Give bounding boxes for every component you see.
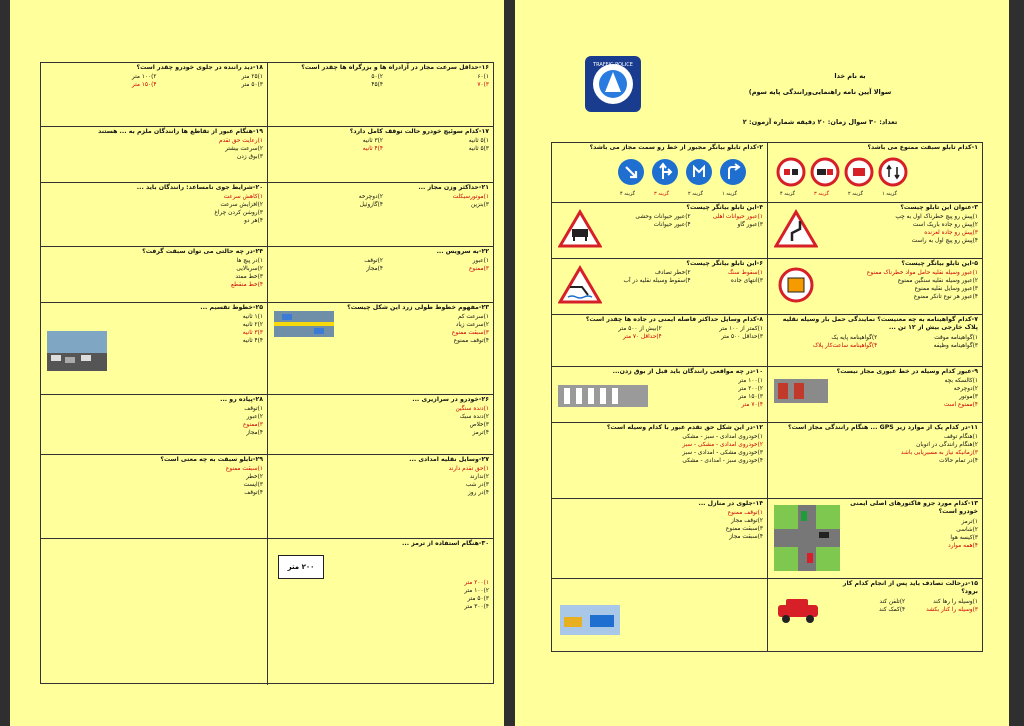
table-row bbox=[552, 499, 982, 579]
option[interactable]: ۲)هنگام رانندگی در اتوبان bbox=[916, 442, 978, 449]
option-correct[interactable]: ۱)عبور حیوانات اهلی bbox=[712, 214, 763, 221]
option[interactable]: ۴)۳۰۰ متر bbox=[464, 604, 489, 611]
option[interactable]: ۲)دنده سبک bbox=[459, 414, 489, 421]
q26-options bbox=[268, 405, 493, 437]
turn-right-icon bbox=[718, 157, 748, 187]
option-correct[interactable]: ۳)ممنوع bbox=[242, 422, 263, 429]
option[interactable]: ۳)روشن کردن چراغ bbox=[214, 210, 263, 217]
question-12 bbox=[552, 423, 767, 498]
option-correct[interactable]: ۳)ممنوع bbox=[468, 266, 489, 273]
table-row bbox=[552, 367, 982, 423]
no-two-way-icon bbox=[878, 157, 908, 187]
q16-options bbox=[268, 73, 493, 89]
traffic-police-logo bbox=[581, 52, 645, 116]
q5-options bbox=[828, 269, 982, 301]
option-correct[interactable]: ۱)کاهش سرعت bbox=[223, 194, 263, 201]
option[interactable]: ۲)عبور حیوانات وحشی bbox=[635, 214, 691, 221]
question-text: ۱۹-هنگام عبور از تقاطع ها رانندگان ملزم به ... هستند bbox=[98, 128, 263, 135]
option[interactable]: ۱)ترمز bbox=[961, 518, 978, 525]
crashed-car-image bbox=[774, 593, 822, 625]
option[interactable]: ۴)۴ ثانیه bbox=[242, 338, 263, 345]
option[interactable]: ۱)۵ ثانیه bbox=[468, 138, 489, 145]
option[interactable]: ۲)بیش از ۵۰۰ متر bbox=[618, 326, 662, 333]
question-text: ۷-کدام گواهینامه به چه معنیست؟ نمایندگی حمل بار وسیله نقلیه پلاک خارجی بیش از ۱۲ تن ... bbox=[782, 316, 978, 332]
double-bend-sign-icon bbox=[774, 209, 818, 249]
option[interactable]: ۲)خطر bbox=[246, 474, 263, 481]
option[interactable]: ۲)سرعت زیاد bbox=[455, 322, 489, 329]
option[interactable]: ۳)گواهینامه وظیفه bbox=[933, 342, 978, 349]
table-row bbox=[41, 303, 493, 395]
question-15 bbox=[767, 579, 982, 651]
option[interactable]: ۱)۱۰۰ متر bbox=[738, 378, 763, 385]
q8-options bbox=[552, 325, 767, 341]
option[interactable]: ۱)عبور bbox=[472, 258, 489, 265]
option[interactable]: ۲)۱۰۰ متر bbox=[131, 74, 157, 81]
option-correct[interactable]: ۴)۷۰ متر bbox=[741, 402, 763, 409]
option[interactable]: ۱)در پیچ ها bbox=[236, 258, 263, 265]
q3-options bbox=[828, 213, 982, 245]
q22-options bbox=[268, 257, 493, 273]
option-correct[interactable]: ۴)ممنوع است bbox=[943, 402, 978, 409]
question-14 bbox=[552, 499, 767, 578]
option[interactable]: ۲)ندارند bbox=[469, 474, 489, 481]
option[interactable]: ۴)گازوئیل bbox=[359, 202, 383, 209]
svg-text:TRAFFIC POLICE: TRAFFIC POLICE bbox=[593, 62, 633, 68]
q2-signs bbox=[616, 157, 748, 187]
question-text: ۱۶-حداقل سرعت مجاز در آزادراه ها و بزرگراه ها چقدر است؟ bbox=[301, 64, 489, 71]
question-16 bbox=[267, 63, 493, 126]
question-1 bbox=[767, 143, 982, 202]
question-text: ۱۸-دید راننده در جلوی خودرو چقدر است؟ bbox=[136, 64, 263, 71]
page-subtitle: سوالا آیین نامه راهنمایی‌ورانندگی پایه سوم) bbox=[748, 88, 892, 96]
option-correct[interactable]: ۳)۷۰ bbox=[477, 82, 489, 89]
road-lane-image bbox=[774, 379, 828, 403]
question-text: ۲۸-پیاده رو ... bbox=[220, 396, 263, 403]
option[interactable]: ۴)عبور هر نوع تانکر ممنوع bbox=[913, 294, 978, 301]
option[interactable]: ۱)۶۰ bbox=[477, 74, 489, 81]
question-21 bbox=[267, 183, 493, 246]
option[interactable]: ۲)سرعت بیشتر bbox=[225, 146, 263, 153]
q2-label-2: گزینه ۲ bbox=[688, 191, 703, 197]
q1-label-2: گزینه ۲ bbox=[848, 191, 863, 197]
option[interactable]: ۲)توقف bbox=[364, 258, 383, 265]
option[interactable]: ۱)توقف bbox=[244, 406, 263, 413]
option[interactable]: ۳)خودروی مشکی - امدادی - سبز bbox=[682, 450, 763, 457]
no-overtaking-sign-icon bbox=[776, 157, 806, 187]
option[interactable]: ۳)حداقل ۵۰۰ متر bbox=[721, 334, 763, 341]
option[interactable]: ۳)بوق زدن bbox=[237, 154, 263, 161]
q1-label-4: گزینه ۴ bbox=[780, 191, 795, 197]
option[interactable]: ۴)سبقت مجاز bbox=[729, 534, 763, 541]
question-text: ۹-عبور کدام وسیله در خط عبوری مجاز نیست؟ bbox=[836, 368, 978, 375]
option[interactable]: ۴)مجاز bbox=[246, 430, 263, 437]
question-18 bbox=[41, 63, 267, 126]
q20-options bbox=[41, 193, 267, 225]
question-text: ۲۵-خطوط تقسیم ... bbox=[200, 304, 263, 311]
table-row bbox=[552, 203, 982, 259]
option[interactable]: ۲)سربالایی bbox=[236, 266, 263, 273]
question-text: ۶-این تابلو بیانگر چیست؟ bbox=[686, 260, 763, 267]
option-correct[interactable]: ۱)سبقت ممنوع bbox=[225, 466, 263, 473]
table-row bbox=[552, 315, 982, 367]
option-correct[interactable]: ۴)۴ ثانیه bbox=[362, 146, 383, 153]
table-row bbox=[41, 183, 493, 247]
q6-options bbox=[612, 269, 767, 285]
question-text: ۲۴-در چه حالتی می توان سبقت گرفت؟ bbox=[142, 248, 263, 255]
question-2 bbox=[552, 143, 767, 202]
option[interactable]: ۴)پیش رو پیچ اول به راست bbox=[911, 238, 978, 245]
option[interactable]: ۲)گواهینامه پایه یک bbox=[831, 334, 878, 341]
question-17 bbox=[267, 127, 493, 182]
question-text: ۲۱-حداکثر وزن مجاز ... bbox=[418, 184, 489, 191]
question-26 bbox=[267, 395, 493, 454]
option[interactable]: ۱)هنگام توقف bbox=[944, 434, 978, 441]
option-correct[interactable]: ۳)پیش رو جاده لغزنده bbox=[924, 230, 978, 237]
question-30 bbox=[267, 539, 493, 685]
question-27 bbox=[267, 455, 493, 538]
option[interactable]: ۱)کمتر از ۱۰۰ متر bbox=[719, 326, 763, 333]
question-text: ۱۴-جلوی در منازل ... bbox=[698, 500, 763, 507]
table-row bbox=[552, 423, 982, 499]
option[interactable]: ۳)عبور وسایل نقلیه ممنوع bbox=[914, 286, 978, 293]
question-13 bbox=[767, 499, 982, 578]
option[interactable]: ۳)کیسه هوا bbox=[950, 534, 978, 541]
option[interactable]: ۲)۲۰۰ متر bbox=[738, 386, 763, 393]
option[interactable]: ۱)پیش رو پیچ خطرناک اول به چپ bbox=[895, 214, 978, 221]
option[interactable]: ۴)در تمام حالات bbox=[939, 458, 978, 465]
yellow-lines-diagram bbox=[274, 311, 334, 337]
option[interactable]: ۲)توقف مجاز bbox=[730, 518, 763, 525]
lane-choice-icon bbox=[684, 157, 714, 187]
table-row bbox=[41, 539, 493, 685]
option-correct[interactable]: ۳)۳ ثانیه bbox=[242, 330, 263, 337]
q29-options bbox=[41, 465, 267, 497]
option[interactable]: ۱)۱ ثانیه bbox=[242, 314, 263, 321]
table-row bbox=[41, 455, 493, 539]
option[interactable]: ۳)سبقت ممنوع bbox=[725, 526, 763, 533]
question-10 bbox=[552, 367, 767, 422]
animal-crossing-sign-icon bbox=[558, 209, 602, 249]
table-row bbox=[41, 247, 493, 303]
question-text: ۱۰-در چه مواقعی رانندگان باید قبل از بوق زدن... bbox=[612, 368, 763, 375]
option[interactable]: ۳)موتور bbox=[959, 394, 978, 401]
question-text: ۲۲-به سرویس ... bbox=[436, 248, 489, 255]
question-6 bbox=[552, 259, 767, 314]
table-row bbox=[552, 259, 982, 315]
question-29 bbox=[41, 455, 267, 538]
option[interactable]: ۲)۳ ثانیه bbox=[362, 138, 383, 145]
option[interactable]: ۳)خلاص bbox=[469, 422, 489, 429]
option[interactable]: ۳)در شب bbox=[465, 482, 489, 489]
option-correct[interactable]: ۴)۱۵۰ متر bbox=[131, 82, 157, 89]
question-text: ۲۰-شرایط جوی نامساعد: رانندگان باید ... bbox=[136, 184, 263, 191]
q2-label-3: گزینه ۳ bbox=[654, 191, 669, 197]
question-text: ۴-این تابلو بیانگر چیست؟ bbox=[686, 204, 763, 211]
question-text: ۵-این تابلو بیانگر چیست؟ bbox=[901, 260, 978, 267]
option[interactable]: ۴)توقف ممنوع bbox=[453, 338, 489, 345]
option[interactable]: ۲)۲ ثانیه bbox=[242, 322, 263, 329]
q1-label-1: گزینه ۱ bbox=[882, 191, 897, 197]
q1-label-3: گزینه ۳ bbox=[814, 191, 829, 197]
question-11 bbox=[767, 423, 982, 498]
q21-options bbox=[268, 193, 493, 209]
option[interactable]: ۴)سقوط وسیله نقلیه در آب bbox=[623, 278, 691, 285]
q10-options bbox=[652, 377, 767, 409]
option-correct[interactable]: ۴)خط منقطع bbox=[231, 282, 263, 289]
table-row bbox=[41, 127, 493, 183]
left-page bbox=[10, 0, 504, 726]
q7-options bbox=[768, 334, 982, 350]
option[interactable]: ۴)کمک کند bbox=[879, 606, 906, 613]
exam-meta: تعداد: ۳۰ سوال زمان: ۲۰ دقیقه شماره آزمون: ۲ bbox=[742, 118, 898, 126]
option[interactable]: ۱)سرعت کم bbox=[457, 314, 489, 321]
question-text: ۲۶-خودرو در سرازیری ... bbox=[412, 396, 489, 403]
option-correct[interactable]: ۱)سقوط سنگ bbox=[727, 270, 763, 277]
option[interactable]: ۴)عبور حیوانات bbox=[653, 222, 691, 229]
table-row bbox=[41, 63, 493, 127]
option[interactable]: ۴)۴۵ bbox=[371, 82, 383, 89]
question-text: ۸-کدام وسایل حداکثر فاصله ایمنی در جاده ها چقدر است؟ bbox=[585, 316, 763, 323]
question-text: ۱-کدام تابلو سبقت ممنوع می باشد؟ bbox=[867, 144, 978, 151]
option[interactable]: ۱)خودروی امدادی - سبز - مشکی bbox=[682, 434, 763, 441]
option[interactable]: ۲)تلفن کند bbox=[879, 598, 906, 605]
option[interactable]: ۲)پیش رو جاده باریک است bbox=[912, 222, 978, 229]
option[interactable]: ۲)عبور bbox=[246, 414, 263, 421]
question-20 bbox=[41, 183, 267, 246]
vehicles-image bbox=[560, 605, 620, 635]
option[interactable]: ۳)بنزین bbox=[471, 202, 489, 209]
option[interactable]: ۴)توقف bbox=[244, 490, 263, 497]
question-25 bbox=[41, 303, 267, 394]
q9-options bbox=[828, 377, 982, 409]
option[interactable]: ۲)شاسی bbox=[956, 526, 978, 533]
option[interactable]: ۲)۵۰ bbox=[371, 74, 383, 81]
option-correct[interactable]: ۱)حق تقدم دارند bbox=[448, 466, 489, 473]
option[interactable]: ۴)ترمز bbox=[472, 430, 489, 437]
empty-cell bbox=[41, 539, 267, 685]
page-title: به نام خدا bbox=[834, 72, 866, 80]
option-correct[interactable]: ۳)وسیله را کنار بکشد bbox=[926, 606, 978, 613]
q15-options bbox=[826, 598, 982, 614]
option[interactable]: ۲)دوچرخه bbox=[953, 386, 978, 393]
question-text: ۱۳-کدام مورد جزو فاکتورهای اصلی ایمنی خودرو است؟ bbox=[850, 500, 978, 516]
straight-or-right-icon bbox=[650, 157, 680, 187]
option-correct[interactable]: ۱)توقف ممنوع bbox=[727, 510, 763, 517]
question-22 bbox=[267, 247, 493, 302]
option[interactable]: ۱)گواهینامه موقت bbox=[934, 334, 978, 341]
option[interactable]: ۳)انتهای جاده bbox=[730, 278, 763, 285]
option-correct[interactable]: ۱)عبور وسیله نقلیه حامل مواد خطرناک ممنوع bbox=[866, 270, 978, 277]
exam-table-left bbox=[40, 62, 494, 684]
question-text: ۳۰-هنگام استفاده از ترمز ... bbox=[402, 540, 489, 547]
q28-options bbox=[41, 405, 267, 437]
option[interactable]: ۲)افزایش سرعت bbox=[220, 202, 263, 209]
question-text: ۱۵-درحالت تصادف باید پس از انجام کدام کار برود؟ bbox=[842, 580, 978, 596]
distance-sign: ۲۰۰ متر bbox=[278, 555, 324, 579]
option-correct[interactable]: ۳)سبقت ممنوع bbox=[451, 330, 489, 337]
option[interactable]: ۴)خودروی سبز - امدادی - مشکی bbox=[682, 458, 763, 465]
q18-options bbox=[41, 73, 267, 89]
q11-options bbox=[768, 433, 982, 465]
q30-options bbox=[268, 579, 493, 611]
option-correct[interactable]: ۱)دنده سنگین bbox=[455, 406, 489, 413]
option[interactable]: ۲)دوچرخه bbox=[358, 194, 383, 201]
option[interactable]: ۱)۲۵ متر bbox=[241, 74, 263, 81]
keep-right-sign-icon bbox=[616, 157, 646, 187]
option[interactable]: ۳)۵ ثانیه bbox=[468, 146, 489, 153]
question-text: ۲۷-وسایل نقلیه امدادی ... bbox=[409, 456, 489, 463]
option[interactable]: ۲)۱۰۰ متر bbox=[464, 588, 489, 595]
question-3 bbox=[767, 203, 982, 258]
question-text: ۳-عنوان این تابلو چیست؟ bbox=[900, 204, 978, 211]
exam-table-right bbox=[551, 142, 983, 652]
option[interactable]: ۱)کالسکه بچه bbox=[944, 378, 978, 385]
option[interactable]: ۳)خط ممتد bbox=[235, 274, 263, 281]
table-row bbox=[552, 143, 982, 203]
option[interactable]: ۴)مجاز bbox=[366, 266, 383, 273]
option-correct[interactable]: ۴)گواهینامه ساعت‌کار پلاک bbox=[812, 342, 878, 349]
q2-label-4: گزینه ۴ bbox=[620, 191, 635, 197]
question-8 bbox=[552, 315, 767, 366]
right-page bbox=[515, 0, 1009, 726]
question-19 bbox=[41, 127, 267, 182]
table-row bbox=[552, 579, 982, 651]
q1-signs bbox=[776, 157, 908, 187]
option-correct[interactable]: ۴)حداقل ۷۰ متر bbox=[623, 334, 662, 341]
option[interactable]: ۳)۱۵۰ متر bbox=[738, 394, 763, 401]
q14-options bbox=[552, 509, 767, 541]
q4-options bbox=[612, 213, 767, 229]
option[interactable]: ۳)۵۰ متر bbox=[241, 82, 263, 89]
option[interactable]: ۲)خطر تصادف bbox=[654, 270, 691, 277]
question-text: ۱۱-در کدام یک از موارد زیر GPS ... هنگام رانندگی مجاز است؟ bbox=[788, 424, 978, 431]
option-correct[interactable]: ۱)رعایت حق تقدم bbox=[219, 138, 263, 145]
question-7 bbox=[767, 315, 982, 366]
option-correct[interactable]: ۲)خودروی امدادی - مشکی - سبز bbox=[682, 442, 763, 449]
q27-options bbox=[268, 465, 493, 497]
quayside-sign-icon bbox=[558, 265, 602, 305]
question-16-placeholder bbox=[552, 579, 767, 651]
q17-options bbox=[268, 137, 493, 153]
traffic-jam-image bbox=[47, 331, 107, 371]
question-9 bbox=[767, 367, 982, 422]
question-text: ۱۲-در این شکل حق تقدم عبور با کدام وسیله است؟ bbox=[606, 424, 763, 431]
option[interactable]: ۴)در روز bbox=[467, 490, 489, 497]
option[interactable]: ۲)عبور وسیله نقلیه سنگین ممنوع bbox=[897, 278, 978, 285]
no-truck-overtaking-icon bbox=[810, 157, 840, 187]
question-24 bbox=[41, 247, 267, 302]
q25-options bbox=[111, 313, 267, 345]
option[interactable]: ۴)هر دو bbox=[244, 218, 263, 225]
question-4 bbox=[552, 203, 767, 258]
question-28 bbox=[41, 395, 267, 454]
q13-options bbox=[844, 518, 982, 550]
option-correct[interactable]: ۱)۲۰۰ متر bbox=[464, 580, 489, 587]
option[interactable]: ۳)ایست bbox=[243, 482, 263, 489]
question-5 bbox=[767, 259, 982, 314]
intersection-diagram bbox=[774, 505, 840, 571]
q24-options bbox=[41, 257, 267, 289]
q2-label-1: گزینه ۱ bbox=[722, 191, 737, 197]
question-23 bbox=[267, 303, 493, 394]
option-correct[interactable]: ۱)موتورسیکلت bbox=[452, 194, 489, 201]
hazmat-prohibited-sign-icon bbox=[778, 267, 814, 303]
q19-options bbox=[41, 137, 267, 161]
question-text: ۲-کدام تابلو بیانگر مجبور از خط رو سمت مجاز می باشد؟ bbox=[589, 144, 763, 151]
question-text: ۱۷-کدام سوئیچ خودرو حالت توقف کامل دارد؟ bbox=[349, 128, 489, 135]
table-row bbox=[41, 395, 493, 455]
option[interactable]: ۳)۵۰ متر bbox=[467, 596, 489, 603]
q12-options bbox=[552, 433, 767, 465]
option[interactable]: ۱)وسیله را رها کند bbox=[933, 598, 978, 605]
option-correct[interactable]: ۴)همه موارد bbox=[948, 542, 978, 549]
question-text: ۲۳-مفهوم خطوط طولی زرد این شکل چیست؟ bbox=[347, 304, 489, 311]
option-correct[interactable]: ۳)زمانیکه نیاز به مسیریابی باشد bbox=[900, 450, 978, 457]
crosswalk-image bbox=[558, 385, 648, 407]
no-entry-vehicle-icon bbox=[844, 157, 874, 187]
question-text: ۲۹-تابلو سبقت به چه معنی است؟ bbox=[160, 456, 263, 463]
option[interactable]: ۳)عبور گاو bbox=[737, 222, 763, 229]
